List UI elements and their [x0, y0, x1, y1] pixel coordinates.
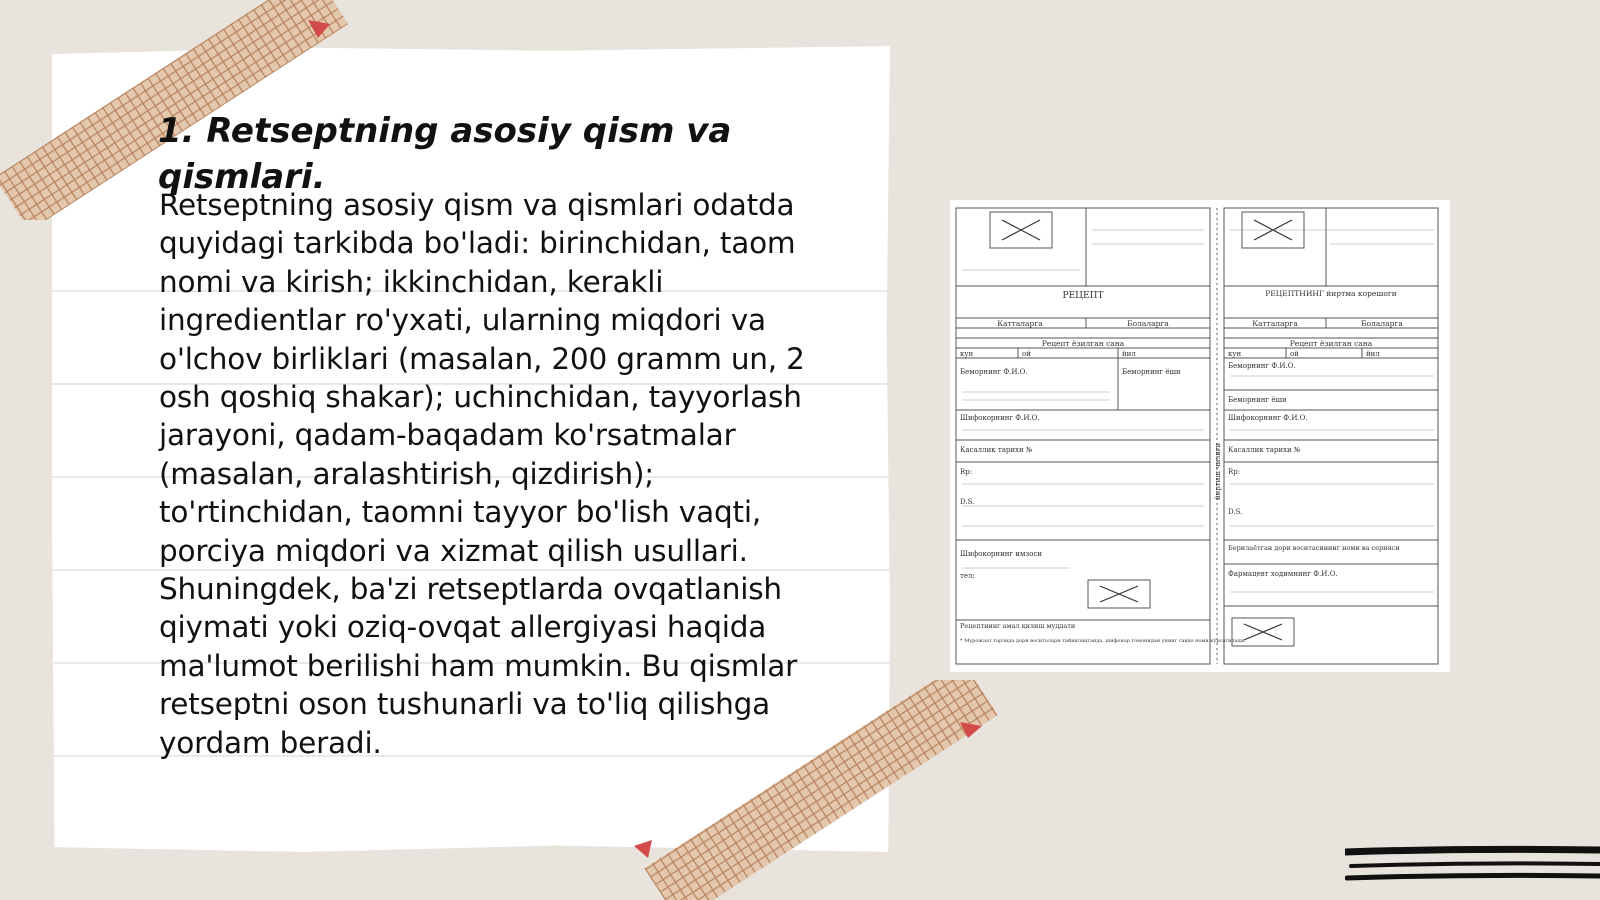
form-left-doctor-name: Шифокорнинг Ф.И.О.: [960, 414, 1040, 422]
form-right-day: кун: [1228, 350, 1242, 358]
form-left-note: * Мурожаат тарзида дори воситалари тайинланганда, шифокор томонидан унинг савдо номи кўрсатилади.: [960, 638, 1246, 644]
form-left-rp: Rp:: [960, 468, 973, 476]
form-right-doctor-name: Шифокорнинг Ф.И.О.: [1228, 414, 1308, 422]
form-right-children: Болаларга: [1361, 319, 1403, 328]
form-right-history: Касаллик тарихи №: [1228, 446, 1301, 454]
form-right-patient-age: Беморнинг ёши: [1228, 396, 1287, 404]
form-right-date-row: Рецепт ёзилган сана: [1289, 339, 1373, 348]
brush-stroke-decoration: [1345, 844, 1600, 894]
slide-title: 1. Retseptning asosiy qism va qismlari.: [158, 111, 732, 197]
form-left-validity: Рецептнинг амал қилиш муддати: [960, 622, 1076, 630]
form-left-adults: Катталарга: [997, 319, 1043, 328]
form-right-month: ой: [1290, 350, 1299, 358]
form-left-history: Касаллик тарихи №: [960, 446, 1033, 454]
form-right-adults: Катталарга: [1252, 319, 1298, 328]
form-left-doctor-sign: Шифокорнинг имзоси: [960, 550, 1043, 558]
form-left-ds: D.S.: [960, 498, 975, 506]
form-right-dispensed: Берилаётган дори воситасининг номи ва серияси: [1228, 544, 1400, 552]
form-right-pharmacist: Фармацевт ходимнинг Ф.И.О.: [1228, 570, 1338, 578]
form-left-children: Болаларга: [1127, 319, 1169, 328]
form-left-year: йил: [1122, 350, 1136, 358]
form-right-year: йил: [1366, 350, 1380, 358]
form-left-month: ой: [1022, 350, 1031, 358]
form-spine-label: йиртиш чизиғи: [1214, 442, 1222, 500]
form-right-ds: D.S.: [1228, 508, 1243, 516]
prescription-form-image: [950, 200, 1450, 672]
form-left-heading: РЕЦЕПТ: [1062, 291, 1104, 301]
form-left-patient-age: Беморнинг ёши: [1122, 368, 1181, 376]
form-left-phone: тел:: [960, 572, 975, 580]
form-left-date-row: Рецепт ёзилган сана: [1041, 339, 1125, 348]
form-right-rp: Rp:: [1228, 468, 1241, 476]
slide-body-text: Retseptning asosiy qism va qismlari odatda quyidagi tarkibda bo'ladi: birinchidan, taom nomi va kirish; ikkinchidan, kerakli ingredientlar ro'yxati, ularning miqdori va o'lchov birliklari (masalan, 200 gramm un, 2 osh qoshiq shakar); uchinchidan, tayyorlash jarayoni, qadam-baqadam ko'rsatmalar (masalan, aralashtirish, qizdirish); to'rtinchidan, taomni tayyor bo'lish vaqti, porciya miqdori va xizmat qilish usullari. Shuningdek, ba'zi retseptlarda ovqatlanish qiymati yoki oziq-ovqat allergiyasi haqida ma'lumot berilishi ham mumkin. Bu qismlar retseptni oson tushunarli va to'liq qilishga yordam beradi.: [159, 188, 805, 760]
form-left-patient-name: Беморнинг Ф.И.О.: [960, 368, 1028, 376]
form-left-day: кун: [960, 350, 974, 358]
form-right-heading: РЕЦЕПТНИНГ йиртма корешоги: [1265, 289, 1397, 298]
form-right-patient-name: Беморнинг Ф.И.О.: [1228, 362, 1296, 370]
